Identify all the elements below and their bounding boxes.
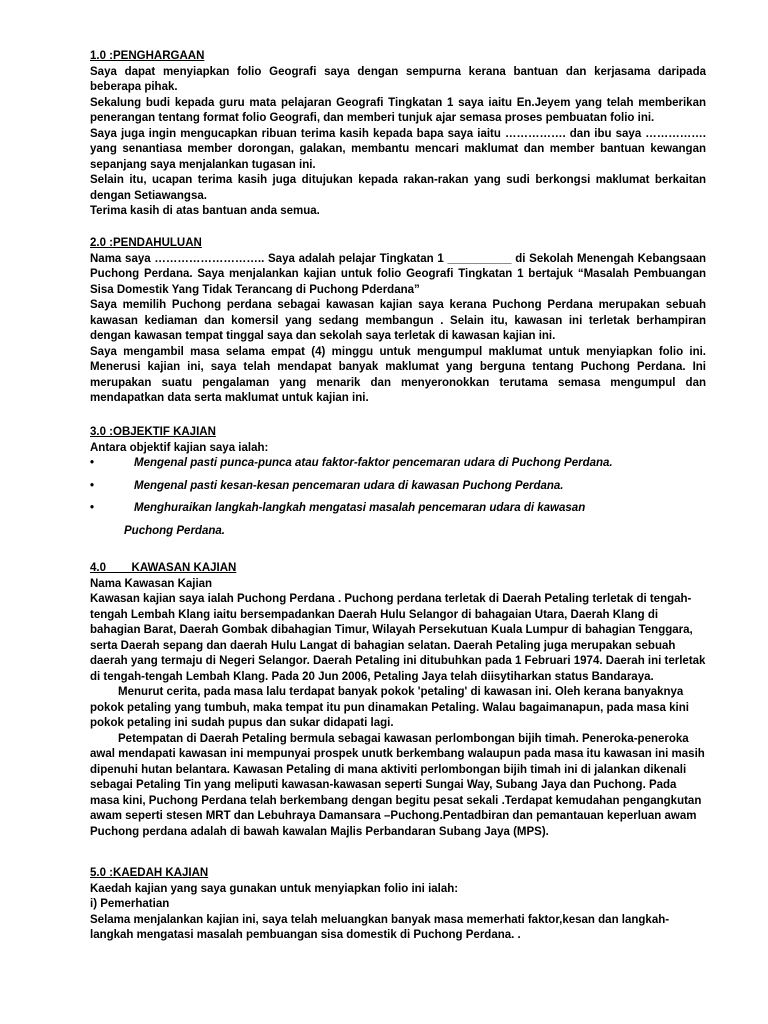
list-item-text: Menghuraikan langkah-langkah mengatasi masalah pencemaran udara di kawasan xyxy=(134,502,586,514)
list-item-text: Mengenal pasti punca-punca atau faktor-faktor pencemaran udara di Puchong Perdana. xyxy=(134,457,613,469)
section-heading: 5.0 :KAEDAH KAJIAN xyxy=(90,867,209,879)
paragraph: Saya memilih Puchong perdana sebagai kawasan kajian saya kerana Puchong Perdana merupakan sebuah kawasan kediaman dan komersil yang sedang membangun . Selain itu, kawasan ini terletak berhampiran dengan kawasan tempat tinggal saya dan sekolah saya terletak di kawasan kajian ini. xyxy=(90,299,706,342)
paragraph: Menurut cerita, pada masa lalu terdapat banyak pokok 'petaling' di kawasan ini. Oleh kerana banyaknya pokok petaling yang tumbuh, maka tempat itu pun dinamakan Petaling. Walau bagaimanapun, pada masa kini pokok petaling ini sudah pupus dan sukar didapati lagi. xyxy=(90,686,689,729)
list-item xyxy=(90,456,706,472)
intro-text: Kaedah kajian yang saya gunakan untuk menyiapkan folio ini ialah: xyxy=(90,882,459,895)
section-kaedah-kajian xyxy=(90,866,706,944)
paragraph: Petempatan di Daerah Petaling bermula sebagai kawasan perlombongan bijih timah. Peneroka-peneroka awal mendapati kawasan ini mempunyai prospek unutk berkembang walaupun pada masa itu kawasan ini masih dipenuhi hutan belantara. Kawasan Petaling di mana aktiviti perlombongan bijih timah ini di jalankan dikenali sebagai Petaling Tin yang meliputi kawasan-kawasan seperti Sungai Way, Subang Jaya dan Puchong. Pada masa kini, Puchong Perdana telah berkembang dengan begitu pesat sekali .Terdapat kemudahan pengangkutan awam seperti stesen MRT dan Lebuhraya Damansara –Puchong.Pentadbiran dan pemantauan keperluan awam Puchong perdana adalah di bawah kawalan Majlis Perbandaran Subang Jaya (MPS). xyxy=(90,732,705,838)
bullet-icon: • xyxy=(90,457,95,469)
list-item-text: Mengenal pasti kesan-kesan pencemaran udara di kawasan Puchong Perdana. xyxy=(134,479,564,492)
bullet-icon: • xyxy=(90,502,95,514)
paragraph: Selain itu, ucapan terima kasih juga ditujukan kepada rakan-rakan yang sudi berkongsi maklumat berkaitan dengan Setiawangsa. xyxy=(90,174,706,202)
paragraph: Selama menjalankan kajian ini, saya telah meluangkan banyak masa memerhati faktor,kesan dan langkah-langkah mengatasi masalah pembuangan sisa domestik di Puchong Perdana. . xyxy=(90,913,670,941)
list-item xyxy=(90,479,706,495)
paragraph: Saya mengambil masa selama empat (4) minggu untuk mengumpul maklumat untuk menyiapkan folio ini. Menerusi kajian ini, saya telah mendapat banyak maklumat yang berguna tentang Puchong Perdana. Ini merupakan suatu pengalaman yang menarik dan menyeronokkan terutama semasa mengumpul dan mendapatkan data serta maklumat untuk kajian ini. xyxy=(90,345,706,404)
subheading: Nama Kawasan Kajian xyxy=(90,577,213,590)
section-heading: 1.0 :PENGHARGAAN xyxy=(90,50,205,62)
section-kawasan-kajian xyxy=(90,561,706,840)
objective-list xyxy=(90,456,706,517)
paragraph: Terima kasih di atas bantuan anda semua. xyxy=(90,205,320,217)
paragraph: Saya juga ingin mengucapkan ribuan terima kasih kepada bapa saya iaitu ……………. dan ibu saya ……………. yang senantiasa member dorongan, galakan, membantu mencari maklumat dan member bantuan kewangan sepanjang saya menjalankan tugasan ini. xyxy=(90,127,706,171)
section-heading: 2.0 :PENDAHULUAN xyxy=(90,237,202,249)
section-objektif-kajian xyxy=(90,425,706,539)
paragraph: Kawasan kajian saya ialah Puchong Perdana . Puchong perdana terletak di Daerah Petaling terletak di tengah-tengah Lembah Klang iaitu bersempadankan Daerah Hulu Selangor di bahagaian Utara, Daerah Klang di bahagian Barat, Daerah Gombak dibahagian Timur, Wilayah Persekutuan Kuala Lumpur di bahagian Tenggara, serta Daerah sepang dan daerah Hulu Langat di bahagian selatan. Daerah Petaling juga merupakan sebuah daerah yang termaju di Negeri Selangor. Daerah Petaling ini ditubuhkan pada 1 Februari 1974. Daerah ini terletak di tengah-tengah Lembah Klang. Pada 20 Jun 2006, Petaling Jaya telah diisytiharkan status Bandaraya. xyxy=(90,593,706,683)
intro-text: Antara objektif kajian saya ialah: xyxy=(90,441,269,454)
paragraph: Saya dapat menyiapkan folio Geografi saya dengan sempurna kerana bantuan dan kerjasama daripada beberapa pihak. xyxy=(90,65,706,93)
subheading: i) Pemerhatian xyxy=(90,898,170,910)
section-penghargaan xyxy=(90,49,706,220)
paragraph: Nama saya ……………………….. Saya adalah pelajar Tingkatan 1 __________ di Sekolah Menengah Kebangsaan Puchong Perdana. Saya menjalankan kajian untuk folio Geografi Tingkatan 1 bertajuk “Masalah Pembuangan Sisa Domestik Yang Tidak Terancang di Puchong Pderdana” xyxy=(90,252,706,296)
paragraph: Sekalung budi kepada guru mata pelajaran Geografi Tingkatan 1 saya iaitu En.Jeyem yang telah memberikan penerangan tentang format folio Geografi, dan memberi tunjuk ajar semasa proses pembuatan folio ini. xyxy=(90,96,706,124)
section-pendahuluan xyxy=(90,236,706,407)
list-item-continuation: Puchong Perdana. xyxy=(124,524,225,537)
section-heading: 3.0 :OBJEKTIF KAJIAN xyxy=(90,426,216,438)
list-item xyxy=(90,501,706,517)
bullet-icon: • xyxy=(90,479,95,492)
section-heading: 4.0 KAWASAN KAJIAN xyxy=(90,562,237,574)
